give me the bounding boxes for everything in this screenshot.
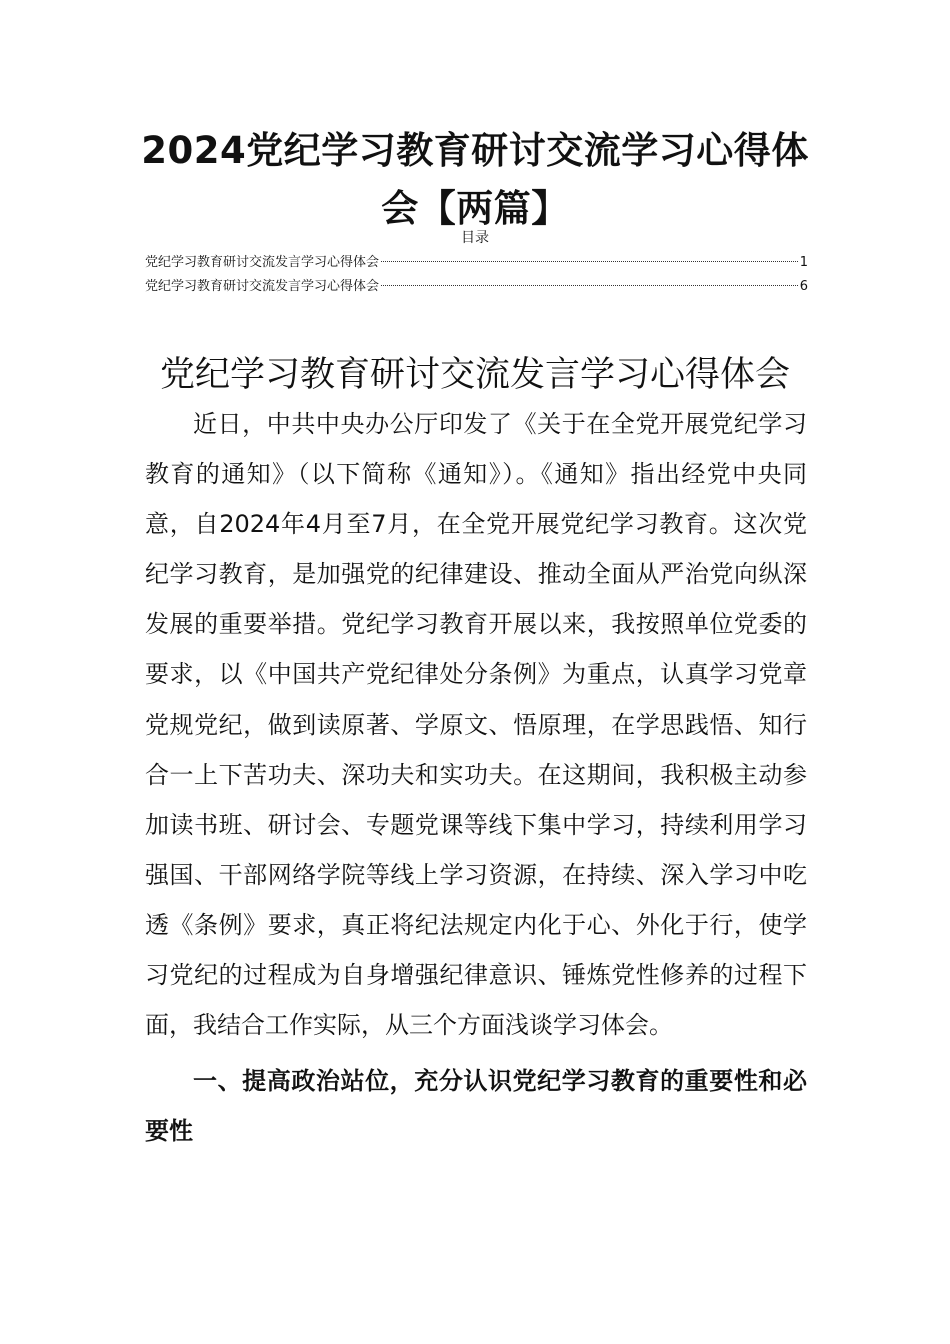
toc-dot-leader	[381, 261, 798, 262]
toc-entry-page: 1	[799, 255, 808, 270]
document-title: 2024党纪学习教育研讨交流学习心得体会【两篇】	[141, 129, 809, 230]
section-subheading: 一、提高政治站位，充分认识党纪学习教育的重要性和必要性	[145, 1067, 807, 1146]
toc-entry[interactable]	[145, 252, 808, 276]
table-of-contents	[145, 252, 808, 300]
toc-entry-text: 党纪学习教育研讨交流发言学习心得体会	[145, 255, 380, 270]
toc-heading: 目录	[461, 230, 489, 246]
body-paragraph: 近日，中共中央办公厅印发了《关于在全党开展党纪学习教育的通知》（以下简称《通知》）。《通知》指出经党中央同意，自2024年4月至7月，在全党开展党纪学习教育。这次党纪学习教育，是加强党的纪律建设、推动全面从严治党向纵深发展的重要举措。党纪学习教育开展以来，我按照单位党委的要求，以《中国共产党纪律处分条例》为重点，认真学习党章党规党纪，做到读原著、学原文、悟原理，在学思践悟、知行合一上下苦功夫、深功夫和实功夫。在这期间，我积极主动参加读书班、研讨会、专题党课等线下集中学习，持续利用学习强国、干部网络学院等线上学习资源，在持续、深入学习中吃透《条例》要求，真正将纪法规定内化于心、外化于行，使学习党纪的过程成为自身增强纪律意识、锤炼党性修养的过程下面，我结合工作实际，从三个方面浅谈学习体会。	[145, 410, 807, 1040]
toc-dot-leader	[381, 285, 798, 286]
toc-entry[interactable]	[145, 276, 808, 300]
section-title: 党纪学习教育研讨交流发言学习心得体会	[159, 355, 790, 395]
toc-entry-text: 党纪学习教育研讨交流发言学习心得体会	[145, 279, 380, 294]
body-text	[145, 399, 807, 1156]
toc-entry-page: 6	[799, 279, 808, 294]
